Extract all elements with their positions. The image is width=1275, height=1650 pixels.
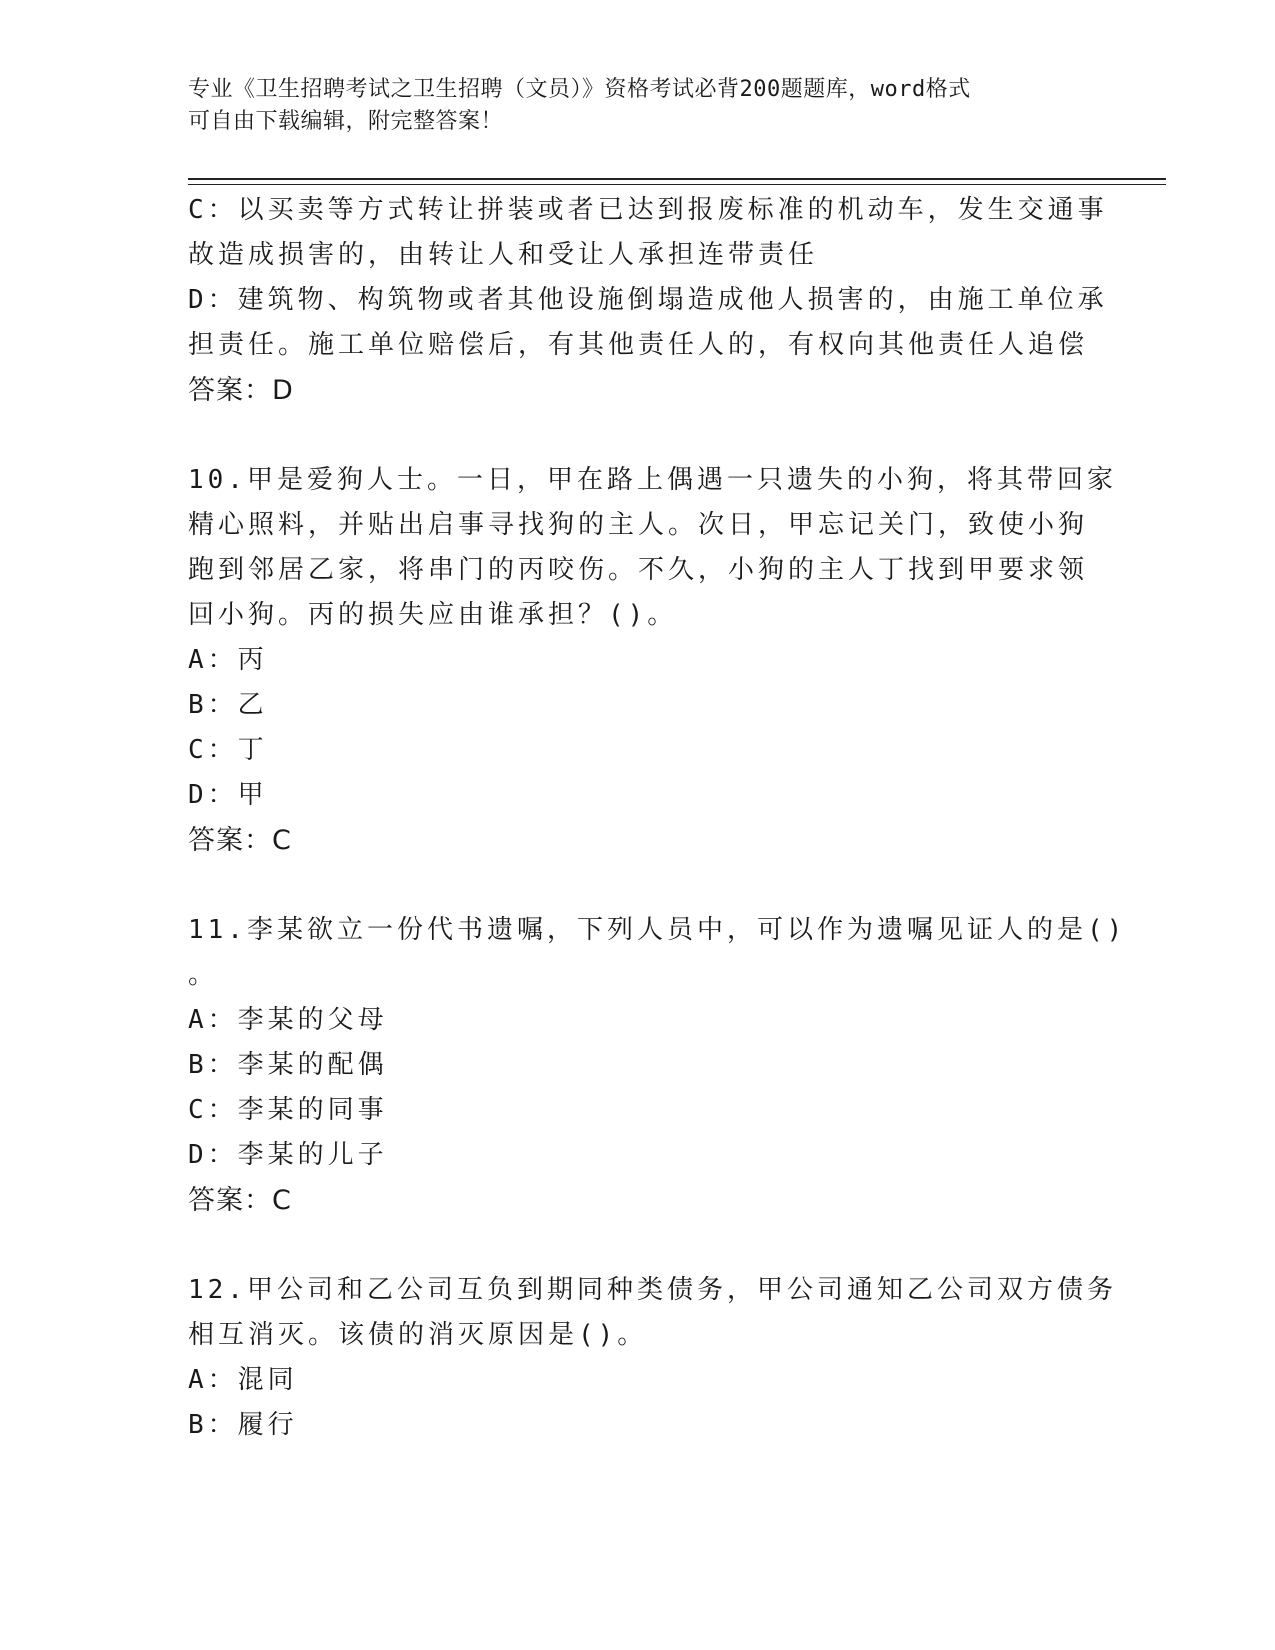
spacer (188, 863, 1088, 908)
question-stem-line: 跑到邻居乙家，将串门的丙咬伤。不久，小狗的主人丁找到甲要求领 (188, 555, 1089, 585)
header-line-2: 可自由下载编辑，附完整答案！ (188, 109, 504, 134)
question-9-tail (188, 188, 1108, 413)
spacer (188, 413, 1088, 458)
question-content (188, 188, 1127, 1448)
spacer (188, 1223, 1088, 1268)
option-a: A：混同 (188, 1365, 298, 1395)
question-10 (188, 458, 1117, 863)
option-a: A：丙 (188, 645, 268, 675)
option-c: C：李某的同事 (188, 1095, 388, 1125)
option-d-line-1: D：建筑物、构筑物或者其他设施倒塌造成他人损害的，由施工单位承 (188, 285, 1108, 315)
question-stem-line: 回小狗。丙的损失应由谁承担？()。 (188, 600, 678, 630)
option-d: D：李某的儿子 (188, 1140, 388, 1170)
question-12 (188, 1268, 1117, 1448)
option-a: A：李某的父母 (188, 1005, 388, 1035)
option-c: C：丁 (188, 735, 268, 765)
question-stem-line: 11.李某欲立一份代书遗嘱，下列人员中，可以作为遗嘱见证人的是() (188, 915, 1127, 945)
question-stem-line: 。 (188, 960, 219, 990)
page-header (188, 74, 1068, 138)
option-c-line-2: 故造成损害的，由转让人和受让人承担连带责任 (188, 240, 819, 270)
question-stem-line: 相互消灭。该债的消灭原因是()。 (188, 1320, 648, 1350)
option-b: B：履行 (188, 1410, 298, 1440)
option-d: D：甲 (188, 780, 268, 810)
header-line-1: 专业《卫生招聘考试之卫生招聘（文员）》资格考试必背200题题库，word格式 (188, 77, 971, 102)
option-c-line-1: C：以买卖等方式转让拼装或者已达到报废标准的机动车，发生交通事 (188, 195, 1108, 225)
option-b: B：李某的配偶 (188, 1050, 388, 1080)
answer-label: 答案：C (188, 1185, 292, 1216)
header-divider (188, 178, 1166, 185)
question-stem-line: 12.甲公司和乙公司互负到期同种类债务，甲公司通知乙公司双方债务 (188, 1275, 1117, 1305)
answer-label: 答案：D (188, 375, 294, 406)
question-11 (188, 908, 1127, 1223)
question-stem-line: 10.甲是爱狗人士。一日，甲在路上偶遇一只遗失的小狗，将其带回家 (188, 465, 1117, 495)
answer-label: 答案：C (188, 825, 292, 856)
option-b: B：乙 (188, 690, 268, 720)
question-stem-line: 精心照料，并贴出启事寻找狗的主人。次日，甲忘记关门，致使小狗 (188, 510, 1089, 540)
option-d-line-2: 担责任。施工单位赔偿后，有其他责任人的，有权向其他责任人追偿 (188, 330, 1089, 360)
